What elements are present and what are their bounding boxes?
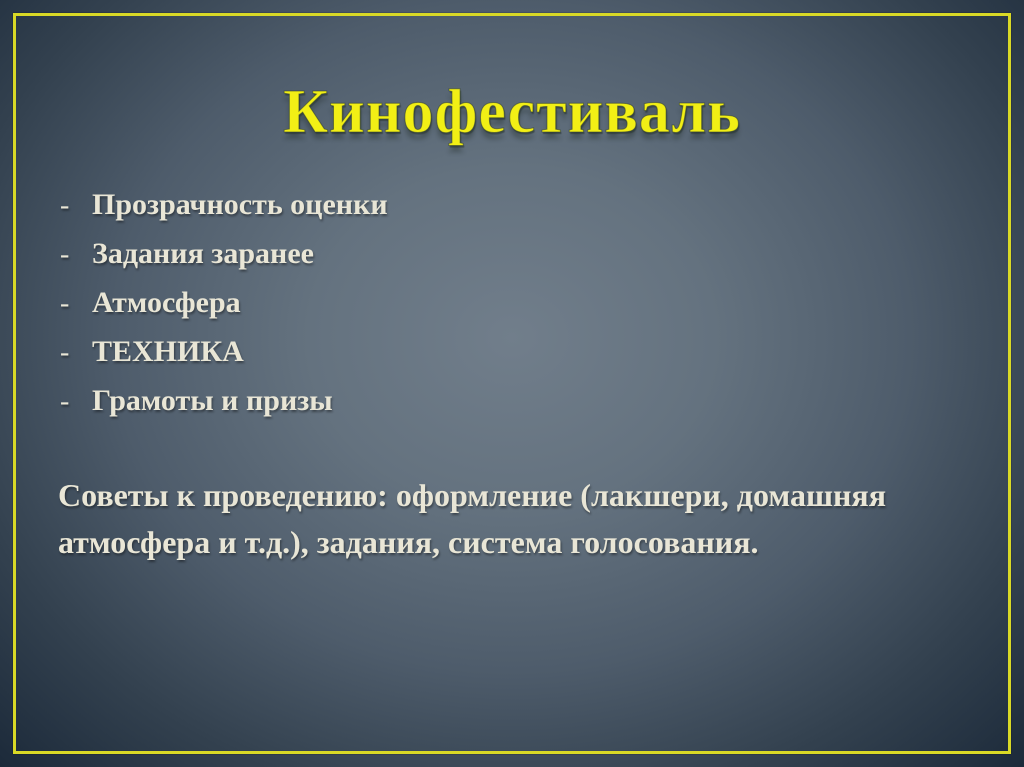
bullet-label: Грамоты и призы: [92, 384, 333, 417]
list-item: [60, 229, 964, 278]
paragraph-line: атмосфера и т.д.), задания, система голосования.: [58, 524, 759, 560]
bullet-label: ТЕХНИКА: [92, 335, 244, 368]
dash-bullet-marker: -: [60, 337, 70, 368]
list-item: [60, 327, 964, 376]
dash-bullet-marker: -: [60, 288, 70, 319]
list-item: [60, 180, 964, 229]
dash-bullet-marker: -: [60, 386, 70, 417]
paragraph-line: Советы к проведению: оформление (лакшери, домашняя: [58, 477, 887, 513]
list-item: [60, 376, 964, 425]
dash-bullet-marker: -: [60, 190, 70, 221]
bullet-list: [60, 180, 964, 425]
bullet-label: Атмосфера: [92, 286, 241, 319]
bullet-label: Задания заранее: [92, 237, 314, 270]
slide-title: Кинофестиваль: [283, 78, 741, 146]
list-item: [60, 278, 964, 327]
bullet-label: Прозрачность оценки: [92, 188, 388, 221]
dash-bullet-marker: -: [60, 239, 70, 270]
advice-paragraph: [58, 472, 978, 566]
